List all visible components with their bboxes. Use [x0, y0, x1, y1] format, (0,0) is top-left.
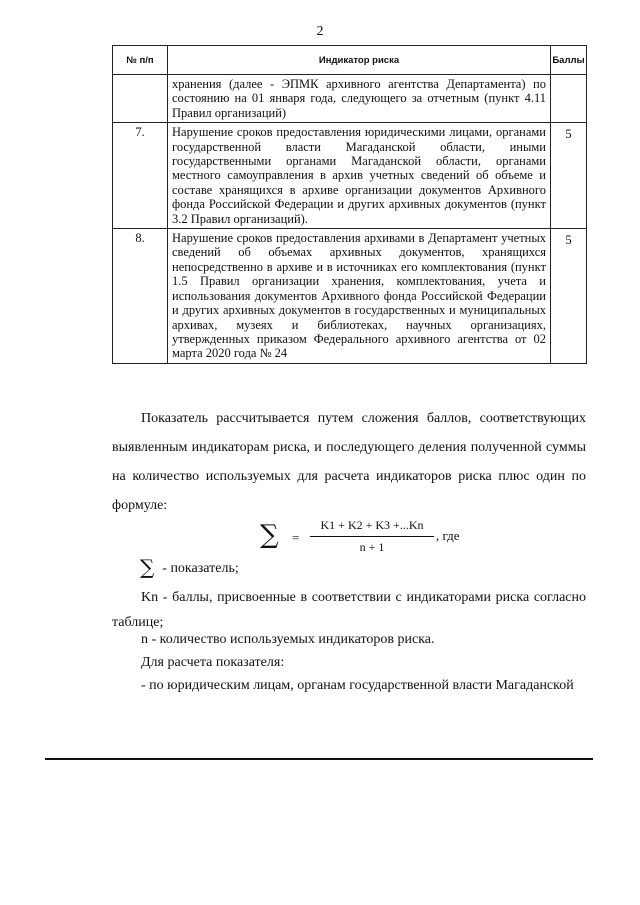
kn-definition: Kn - баллы, присвоенные в соответствии с индикаторами риска согласно таблице; [112, 590, 586, 630]
formula [254, 518, 554, 558]
header-score: Баллы [551, 46, 587, 75]
row-number [113, 75, 168, 123]
bottom-divider [45, 758, 593, 760]
row-score [551, 75, 587, 123]
sigma-definition-symbol: ∑ [140, 555, 155, 579]
n-definition: n - количество используемых индикаторов риска. [141, 632, 435, 647]
header-number: № п/п [113, 46, 168, 75]
table-row [113, 75, 587, 123]
table-row [113, 123, 587, 229]
row-number: 7. [113, 123, 168, 229]
row-indicator: хранения (далее - ЭПМК архивного агентства Департамента) по состоянию на 01 января года, следующего за отчетным (пункт 4.11 Правил организаций) [168, 75, 551, 123]
formula-suffix: , где [436, 528, 460, 543]
formula-fraction [310, 518, 434, 555]
sigma-definition-text: - показатель; [162, 561, 239, 576]
risk-indicator-table [112, 45, 587, 364]
legal-entities-line: - по юридическим лицам, органам государственной власти Магаданской [141, 678, 574, 693]
formula-denominator: n + 1 [359, 540, 385, 554]
row-score: 5 [551, 123, 587, 229]
calculation-paragraph: Показатель рассчитывается путем сложения баллов, соответствующих выявленным индикаторам риска, и последующего деления полученной суммы на количество используемых для расчета индикаторов риска плюс один по формуле: [112, 411, 586, 513]
page-number: 2 [316, 24, 324, 39]
calculation-heading: Для расчета показателя: [141, 655, 285, 670]
formula-equals: = [292, 530, 300, 545]
row-score: 5 [551, 229, 587, 364]
row-indicator: Нарушение сроков предоставления юридическими лицами, органами государственной власти Магаданской области, иными государственными органами Магаданской области, органами местного самоуправления в архив учетных сведений об объеме и составе хранящихся в архиве организации документов Архивного фонда Российской Федерации и других архивных документов (пункт 3.2 Правил организаций). [168, 123, 551, 229]
row-indicator: Нарушение сроков предоставления архивами в Департамент учетных сведений об объемах архивных документов, хранящихся непосредственно в архиве и в источниках его комплектования (пункт 1.5 Правил организации хранения, комплектования, учета и использования документов Архивного фонда Российской Федерации и других архивных документов в государственных и муниципальных архивах, музеях и библиотеках, научных организациях, утвержденных приказом Федерального архивного агентства от 02 марта 2020 года № 24 [168, 229, 551, 364]
formula-numerator: K1 + K2 + K3 +...Kn [310, 518, 434, 537]
sigma-definition [140, 556, 614, 580]
table-header-row [113, 46, 587, 75]
table-row [113, 229, 587, 364]
sigma-symbol: ∑ [260, 520, 279, 550]
row-number: 8. [113, 229, 168, 364]
header-indicator: Индикатор риска [168, 46, 551, 75]
